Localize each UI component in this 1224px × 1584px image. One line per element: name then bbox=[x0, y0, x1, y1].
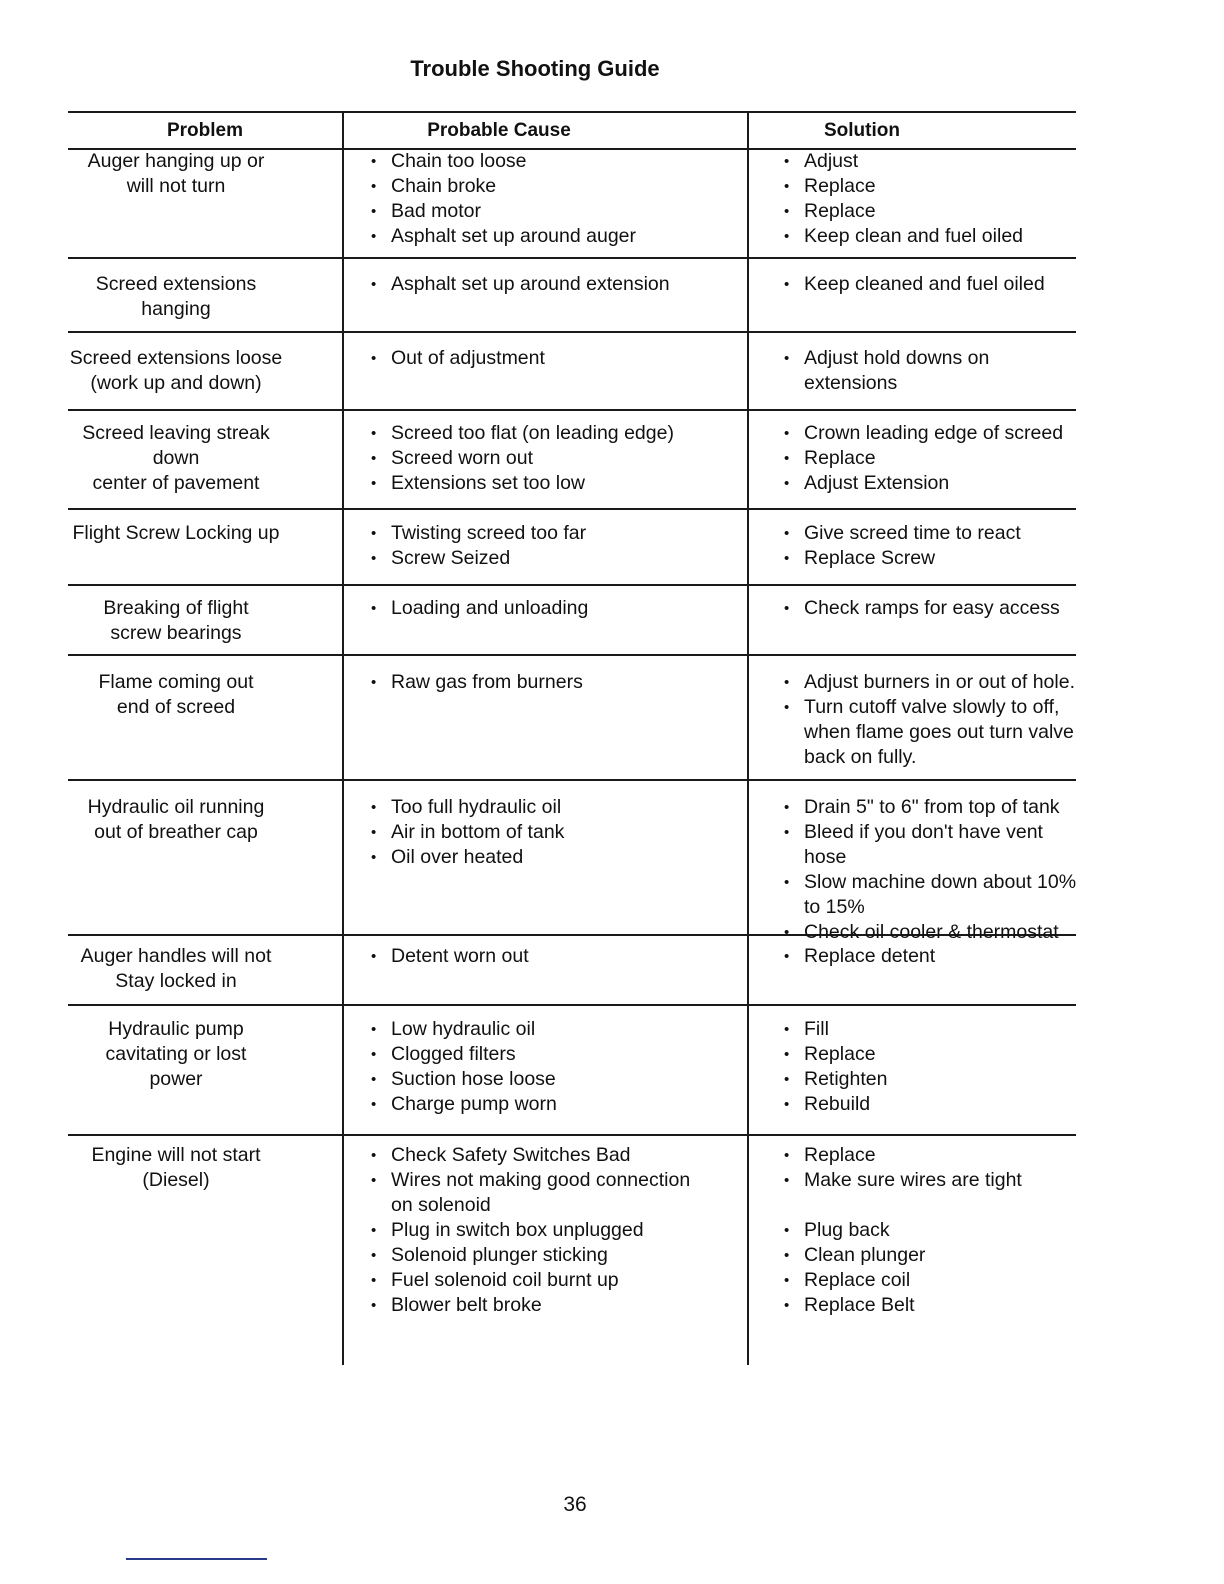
page-number: 36 bbox=[563, 1493, 587, 1516]
solution-item: • Check ramps for easy access bbox=[783, 596, 1083, 621]
cause-list bbox=[370, 421, 710, 496]
cause-item: • Chain broke bbox=[370, 174, 710, 199]
solution-item: • Adjust burners in or out of hole. bbox=[783, 670, 1083, 695]
problem-line: Stay locked in bbox=[115, 970, 237, 992]
solution-list bbox=[783, 670, 1083, 770]
problem-cell bbox=[68, 521, 284, 546]
problem-line: will not turn bbox=[126, 175, 226, 197]
solution-list bbox=[783, 521, 1083, 571]
solution-item: • Adjust bbox=[783, 149, 1083, 174]
solution-item: • Replace bbox=[783, 199, 1083, 224]
solution-item: • Drain 5" to 6" from top of tank bbox=[783, 795, 1083, 820]
cause-item: • Screed worn out bbox=[370, 446, 710, 471]
solution-item: • Rebuild bbox=[783, 1092, 1083, 1117]
problem-cell bbox=[68, 421, 284, 496]
cause-item: • Clogged filters bbox=[370, 1042, 710, 1067]
problem-line: Breaking of flight bbox=[103, 597, 249, 619]
cause-item: • Blower belt broke bbox=[370, 1293, 710, 1318]
solution-item: • Keep clean and fuel oiled bbox=[783, 224, 1083, 249]
cause-list bbox=[370, 596, 710, 621]
solution-item: • Replace bbox=[783, 1042, 1083, 1067]
header-probable-cause: Probable Cause bbox=[427, 120, 571, 141]
solution-item: • Bleed if you don't have vent hose bbox=[783, 820, 1083, 870]
problem-line: hanging bbox=[141, 298, 211, 320]
solution-item: • Give screed time to react bbox=[783, 521, 1083, 546]
cause-item: • Screed too flat (on leading edge) bbox=[370, 421, 710, 446]
solution-item: • Replace detent bbox=[783, 944, 1083, 969]
solution-item: • Slow machine down about 10% to 15% bbox=[783, 870, 1083, 920]
problem-line: end of screed bbox=[116, 696, 236, 718]
cause-item: • Raw gas from burners bbox=[370, 670, 710, 695]
problem-line: Auger hanging up or bbox=[87, 150, 265, 172]
problem-cell bbox=[68, 596, 284, 646]
cause-list bbox=[370, 944, 710, 969]
problem-cell bbox=[68, 944, 284, 994]
cause-list bbox=[370, 272, 710, 297]
solution-list bbox=[783, 944, 1083, 969]
cause-item: • Loading and unloading bbox=[370, 596, 710, 621]
solution-item: • Make sure wires are tight bbox=[783, 1168, 1083, 1193]
problem-cell bbox=[68, 1143, 284, 1193]
cause-item: • Detent worn out bbox=[370, 944, 710, 969]
solution-list bbox=[783, 596, 1083, 621]
problem-cell bbox=[68, 346, 284, 396]
problem-line: cavitating or lost bbox=[105, 1043, 247, 1065]
problem-line: (Diesel) bbox=[142, 1169, 210, 1191]
solution-list bbox=[783, 421, 1083, 496]
solution-item: • Fill bbox=[783, 1017, 1083, 1042]
cause-item: • Solenoid plunger sticking bbox=[370, 1243, 710, 1268]
problem-line: Auger handles will not bbox=[80, 945, 272, 967]
problem-cell bbox=[68, 149, 284, 199]
problem-line: (work up and down) bbox=[90, 372, 262, 394]
solution-item: • Replace bbox=[783, 446, 1083, 471]
footer-rule bbox=[126, 1558, 267, 1560]
solution-list bbox=[783, 149, 1083, 249]
cause-item: • Check Safety Switches Bad bbox=[370, 1143, 710, 1168]
cause-item: • Oil over heated bbox=[370, 845, 710, 870]
solution-item: • Check oil cooler & thermostat bbox=[783, 920, 1083, 945]
problem-cell bbox=[68, 1017, 284, 1092]
solution-item: • Replace coil bbox=[783, 1268, 1083, 1293]
solution-item: • Adjust Extension bbox=[783, 471, 1083, 496]
problem-cell bbox=[68, 795, 284, 845]
problem-line: power bbox=[149, 1068, 203, 1090]
solution-item: • Retighten bbox=[783, 1067, 1083, 1092]
solution-item: • Adjust hold downs on extensions bbox=[783, 346, 993, 396]
solution-item: • Turn cutoff valve slowly to off, when flame goes out turn valve back on fully. bbox=[783, 695, 1083, 770]
problem-line: Hydraulic oil running bbox=[87, 796, 265, 818]
problem-line: Flight Screw Locking up bbox=[72, 522, 280, 544]
problem-line: Flame coming out bbox=[98, 671, 254, 693]
problem-line: out of breather cap bbox=[94, 821, 258, 843]
solution-item: • Replace Screw bbox=[783, 546, 1083, 571]
header-problem: Problem bbox=[166, 120, 244, 141]
solution-item: • Replace Belt bbox=[783, 1293, 1083, 1318]
cause-item: • Charge pump worn bbox=[370, 1092, 710, 1117]
problem-line: Hydraulic pump bbox=[108, 1018, 244, 1040]
problem-line: Screed extensions loose bbox=[69, 347, 283, 369]
solution-list bbox=[783, 795, 1083, 945]
cause-list bbox=[370, 1017, 710, 1117]
cause-list bbox=[370, 149, 710, 249]
problem-cell bbox=[68, 272, 284, 322]
solution-item: • Plug back bbox=[783, 1218, 1083, 1243]
solution-item: • Clean plunger bbox=[783, 1243, 1083, 1268]
cause-item: • Asphalt set up around auger bbox=[370, 224, 710, 249]
cause-item: • Chain too loose bbox=[370, 149, 710, 174]
solution-list bbox=[783, 1143, 1083, 1318]
cause-item: • Asphalt set up around extension bbox=[370, 272, 710, 297]
cause-item: • Plug in switch box unplugged bbox=[370, 1218, 710, 1243]
cause-list bbox=[370, 1143, 710, 1318]
cause-list bbox=[370, 346, 710, 371]
cause-item: • Bad motor bbox=[370, 199, 710, 224]
cause-item: • Extensions set too low bbox=[370, 471, 710, 496]
problem-line: Screed leaving streak down bbox=[82, 422, 270, 469]
cause-item: • Fuel solenoid coil burnt up bbox=[370, 1268, 710, 1293]
cause-item: • Screw Seized bbox=[370, 546, 710, 571]
spacer bbox=[783, 1193, 1083, 1218]
problem-line: center of pavement bbox=[92, 472, 260, 494]
solution-item: • Replace bbox=[783, 174, 1083, 199]
cause-item: • Out of adjustment bbox=[370, 346, 710, 371]
cause-item: • Low hydraulic oil bbox=[370, 1017, 710, 1042]
solution-list bbox=[783, 272, 1083, 297]
problem-cell bbox=[68, 670, 284, 720]
cause-list bbox=[370, 521, 710, 571]
solution-item: • Keep cleaned and fuel oiled bbox=[783, 272, 1083, 297]
cause-list bbox=[370, 670, 710, 695]
cause-item: • Twisting screed too far bbox=[370, 521, 710, 546]
problem-line: Engine will not start bbox=[91, 1144, 261, 1166]
cause-item: • Too full hydraulic oil bbox=[370, 795, 710, 820]
cause-list bbox=[370, 795, 710, 870]
page-title: Trouble Shooting Guide bbox=[410, 56, 660, 81]
header-solution: Solution bbox=[824, 120, 900, 141]
problem-line: screw bearings bbox=[110, 622, 242, 644]
solution-item: • Replace bbox=[783, 1143, 1083, 1168]
solution-item: • Crown leading edge of screed bbox=[783, 421, 1083, 446]
solution-list bbox=[783, 346, 993, 396]
problem-line: Screed extensions bbox=[95, 273, 257, 295]
cause-item: • Suction hose loose bbox=[370, 1067, 710, 1092]
solution-list bbox=[783, 1017, 1083, 1117]
cause-item: • Wires not making good connection on solenoid bbox=[370, 1168, 710, 1218]
cause-item: • Air in bottom of tank bbox=[370, 820, 710, 845]
